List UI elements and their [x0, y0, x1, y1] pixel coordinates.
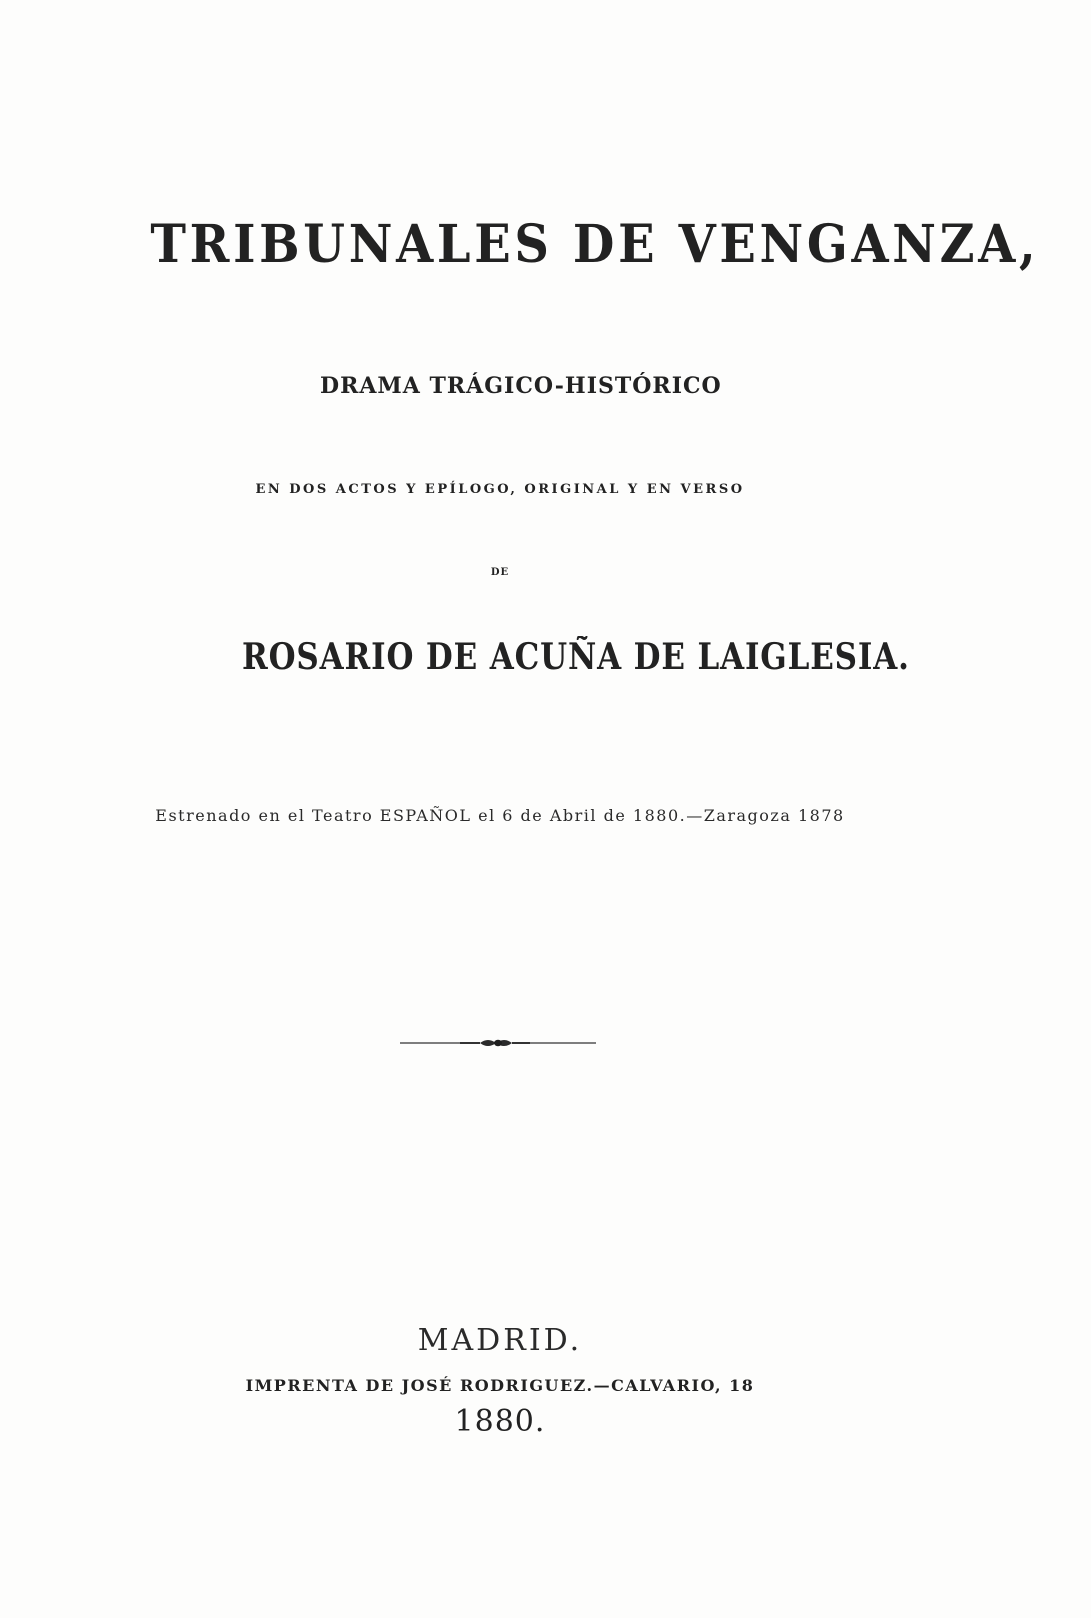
imprint-printer: IMPRENTA DE JOSÉ RODRIGUEZ.—CALVARIO, 18 — [245, 1376, 755, 1395]
book-subtitle: DRAMA TRÁGICO-HISTÓRICO — [320, 373, 722, 399]
premiere-note: Estrenado en el Teatro ESPAÑOL el 6 de Abril de 1880.—Zaragoza 1878 — [155, 806, 845, 825]
imprint-year: 1880. — [454, 1404, 546, 1439]
ornament-divider-icon — [400, 1034, 596, 1052]
by-label: DE — [490, 567, 510, 578]
author-name: ROSARIO DE ACUÑA DE LAIGLESIA. — [242, 636, 910, 678]
imprint-city: MADRID. — [417, 1323, 583, 1358]
book-title: TRIBUNALES DE VENGANZA, — [150, 214, 1040, 275]
acts-description: EN DOS ACTOS Y EPÍLOGO, ORIGINAL Y EN VERSO — [255, 482, 745, 497]
